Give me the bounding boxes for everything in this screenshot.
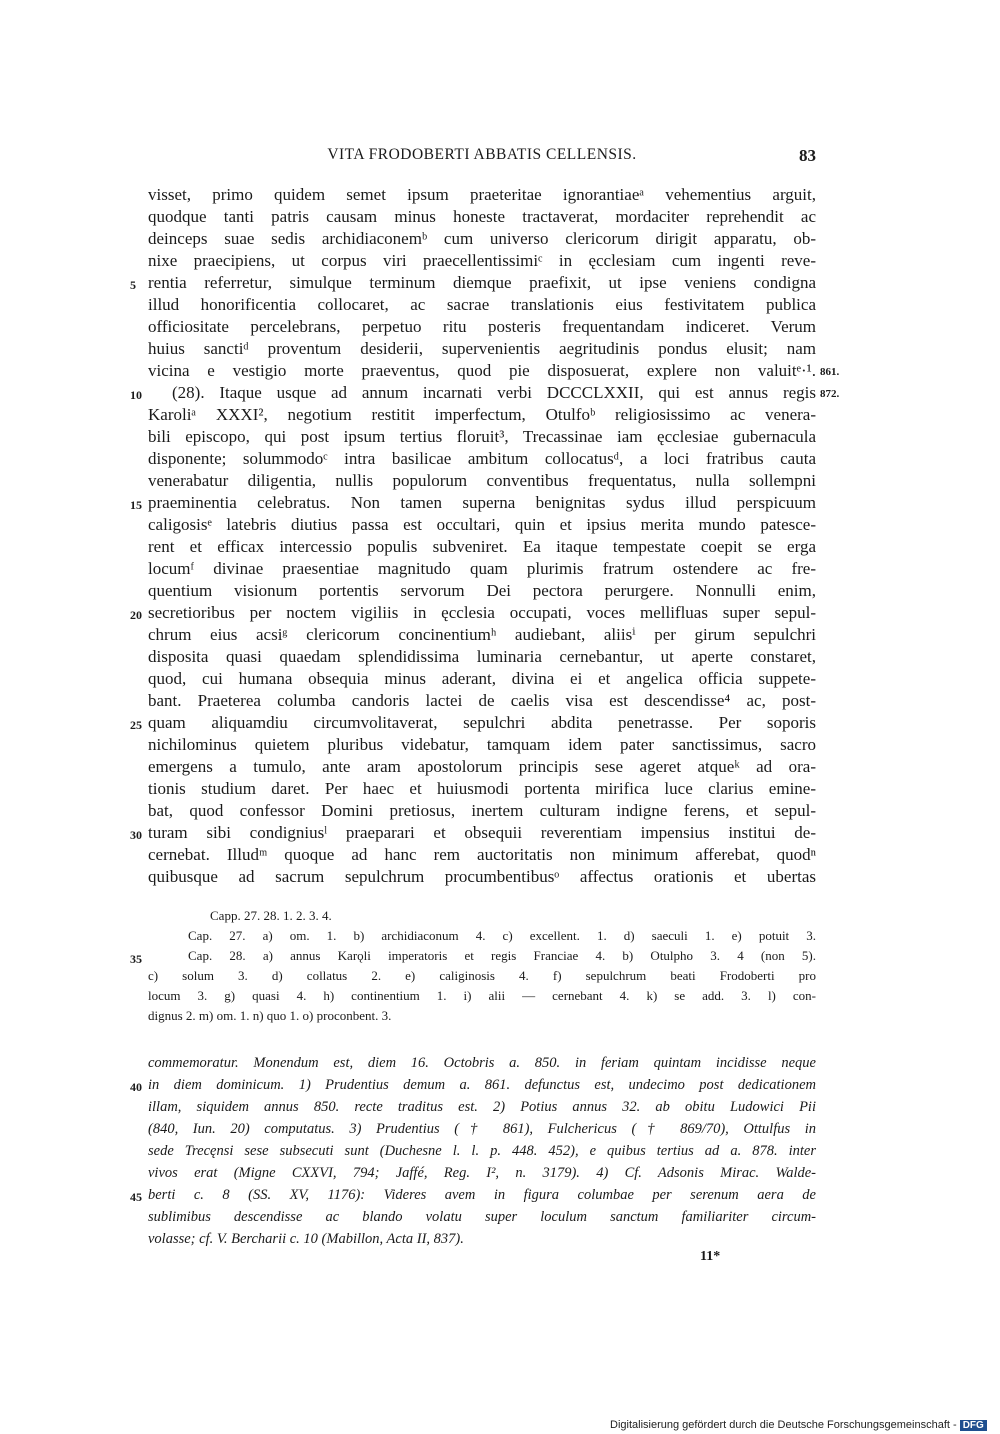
line-number: 25	[130, 718, 142, 732]
text-line: cernebat. Illudᵐ quoque ad hanc rem auctoritatis non minimum afferebat, quodⁿ	[148, 845, 816, 864]
line-number: 35	[130, 952, 142, 966]
text-line: illud honorificentia collocaret, ac sacrae translationis eius festivitatem publica	[148, 295, 816, 314]
text-line: Karoliᵃ XXXI², negotium restitit imperfectum, Otulfoᵇ religiosissimo ac venera-	[148, 405, 816, 424]
text-line: locumᶠ divinae praesentiae magnitudo quam plurimis fratrum ostendere ac fre-	[148, 559, 816, 578]
line-number: 45	[130, 1190, 142, 1204]
text-line: disponente; solummodoᶜ intra basilicae ambitum collocatusᵈ, a loci fratribus cauta	[148, 449, 816, 468]
running-title: VITA FRODOBERTI ABBATIS CELLENSIS.	[327, 146, 637, 163]
text-line: quam aliquamdiu circumvolitaverat, sepulchri abdita penetrasse. Per soporis	[148, 713, 816, 732]
text-line: venerabatur diligentia, nullis populorum conventibus frequentatus, nulla sollempni	[148, 471, 816, 490]
text-line: deinceps suae sedis archidiaconemᵇ cum universo clericorum dirigit apparatu, ob-	[148, 229, 816, 248]
text-line: turam sibi condigniusˡ praeparari et obsequii reverentiam impensius institui de-	[148, 823, 816, 842]
commentary-line: commemoratur. Monendum est, diem 16. Octobris a. 850. in feriam quintam incidisse neque	[148, 1055, 816, 1071]
line-number: 10	[130, 388, 142, 402]
commentary-line: sede Trecęnsi sese subsecuti sunt (Duchesne l. l. p. 448. 452), e quibus tertius ad a. 878. inter	[148, 1143, 816, 1159]
apparatus-line: Cap. 27. a) om. 1. b) archidiaconum 4. c) excellent. 1. d) saeculi 1. e) potuit 3.	[188, 928, 816, 943]
line-number: 30	[130, 828, 142, 842]
text-line: bili episcopo, qui post ipsum tertius floruit³, Trecassinae iam ęcclesiae gubernacula	[148, 427, 816, 446]
commentary-line: illam, siquidem annus 850. recte traditus est. 2) Potius annus 32. ab obitu Ludowici Pii	[148, 1099, 816, 1115]
text-line: quod, cui humana obsequia minus aderant, divina ei et angelica officia suppete-	[148, 669, 816, 688]
text-line: bant. Praeterea columba candoris lactei de caelis visa est descendisse⁴ ac, post-	[148, 691, 816, 710]
commentary-line: vivos erat (Migne CXXVI, 794; Jaffé, Reg. I², n. 3179). 4) Cf. Adsonis Mirac. Walde-	[148, 1165, 816, 1181]
signature-mark: 11*	[700, 1249, 721, 1264]
text-line: vicina e vestigio morte praeventus, quod pie disposuerat, explere non valuitᵉ·¹.	[148, 361, 816, 380]
apparatus-line: c) solum 3. d) collatus 2. e) caliginosis 4. f) sepulchrum beati Frodoberti pro	[148, 968, 816, 983]
text-line: nichilominus quietem pluribus videbatur, tamquam idem pater sanctissimus, sacro	[148, 735, 816, 754]
line-number: 20	[130, 608, 142, 622]
text-line: visset, primo quidem semet ipsum praeteritae ignorantiaeᵃ vehementius arguit,	[148, 185, 816, 204]
line-number: 40	[130, 1080, 142, 1094]
page-number: 83	[799, 146, 816, 165]
line-number: 15	[130, 498, 142, 512]
commentary-line: (840, Iun. 20) computatus. 3) Prudentius († 861), Fulchericus († 869/70), Ottulfus in	[148, 1121, 816, 1137]
dfg-logo: DFG	[960, 1420, 987, 1431]
text-line: quentium visionum portentis servorum Dei pectora perurgere. Nonnulli enim,	[148, 581, 816, 600]
text-line: huius sanctiᵈ proventum desiderii, supervenientis aegritudinis pondus elusit; nam	[148, 339, 816, 358]
text-line: secretioribus per noctem vigiliis in ęcclesia occupati, voces mellifluas super sepul-	[148, 603, 816, 622]
text-line: bat, quod confessor Domini pretiosus, inertem culturam indigne ferens, et sepul-	[148, 801, 816, 820]
text-line: emergens a tumulo, ante aram apostolorum principis sese ageret atqueᵏ ad ora-	[148, 757, 816, 776]
apparatus-line: locum 3. g) quasi 4. h) continentium 1. i) alii — cernebant 4. k) se add. 3. l) con-	[148, 988, 816, 1003]
text-line: quodque tanti patris causam minus honeste tractaverat, mordaciter reprehendit ac	[148, 207, 816, 226]
text-line: (28). Itaque usque ad annum incarnati verbi DCCCLXXII, qui est annus regis	[172, 383, 816, 402]
text-line: praeminentia celebratus. Non tamen superna benignitas sydus illud perspicuum	[148, 493, 816, 512]
text-line: officiositate percelebrans, perpetuo ritu posteris frequentandam indiceret. Verum	[148, 317, 816, 336]
apparatus-line: Cap. 28. a) annus Karǫli imperatoris et regis Franciae 4. b) Otulpho 3. 4 (non 5).	[188, 948, 816, 963]
apparatus-line: Capp. 27. 28. 1. 2. 3. 4.	[210, 908, 332, 923]
line-number: 5	[130, 278, 136, 292]
page-header	[148, 146, 816, 170]
text-line: disposita quasi quaedam splendidissima luminaria cernebantur, ut aperte constaret,	[148, 647, 816, 666]
text-line: rentia referretur, simulque terminum diemque praefixit, ut ipse veniens condigna	[148, 273, 816, 292]
footer-text: Digitalisierung gefördert durch die Deutsche Forschungsgemeinschaft -	[610, 1419, 957, 1431]
text-line: tionis studium daret. Per haec et huiusmodi portenta mirifica luce clarius emine-	[148, 779, 816, 798]
text-line: nixe praecipiens, ut corpus viri praecellentissimiᶜ in ęcclesiam cum ingenti reve-	[148, 251, 816, 270]
commentary-line: berti c. 8 (SS. XV, 1176): Videres avem in figura columbae per serenum aera de	[148, 1187, 816, 1203]
text-line: rent et efficax intercessio populis subveniret. Ea itaque tempestate coepit se erga	[148, 537, 816, 556]
commentary-line: sublimibus descendisse ac blando volatu super loculum sanctum familiariter circum-	[148, 1209, 816, 1225]
margin-year: 861.	[820, 366, 840, 378]
text-line: quibusque ad sacrum sepulchrum procumbentibusᵒ affectus orationis et ubertas	[148, 867, 816, 886]
commentary-line: in diem dominicum. 1) Prudentius demum a. 861. defunctus est, undecimo post dedicationem	[148, 1077, 816, 1093]
digitization-footer	[610, 1419, 987, 1431]
margin-year: 872.	[820, 388, 840, 400]
apparatus-line: dignus 2. m) om. 1. n) quo 1. o) proconbent. 3.	[148, 1008, 392, 1023]
commentary-line: volasse; cf. V. Bercharii c. 10 (Mabillon, Acta II, 837).	[148, 1231, 464, 1247]
text-line: caligosisᵉ latebris diutius passa est occultari, quin et ipsius merita mundo patesce-	[148, 515, 816, 534]
text-line: chrum eius acsiᵍ clericorum concinentiumʰ audiebant, aliisⁱ per girum sepulchri	[148, 625, 816, 644]
